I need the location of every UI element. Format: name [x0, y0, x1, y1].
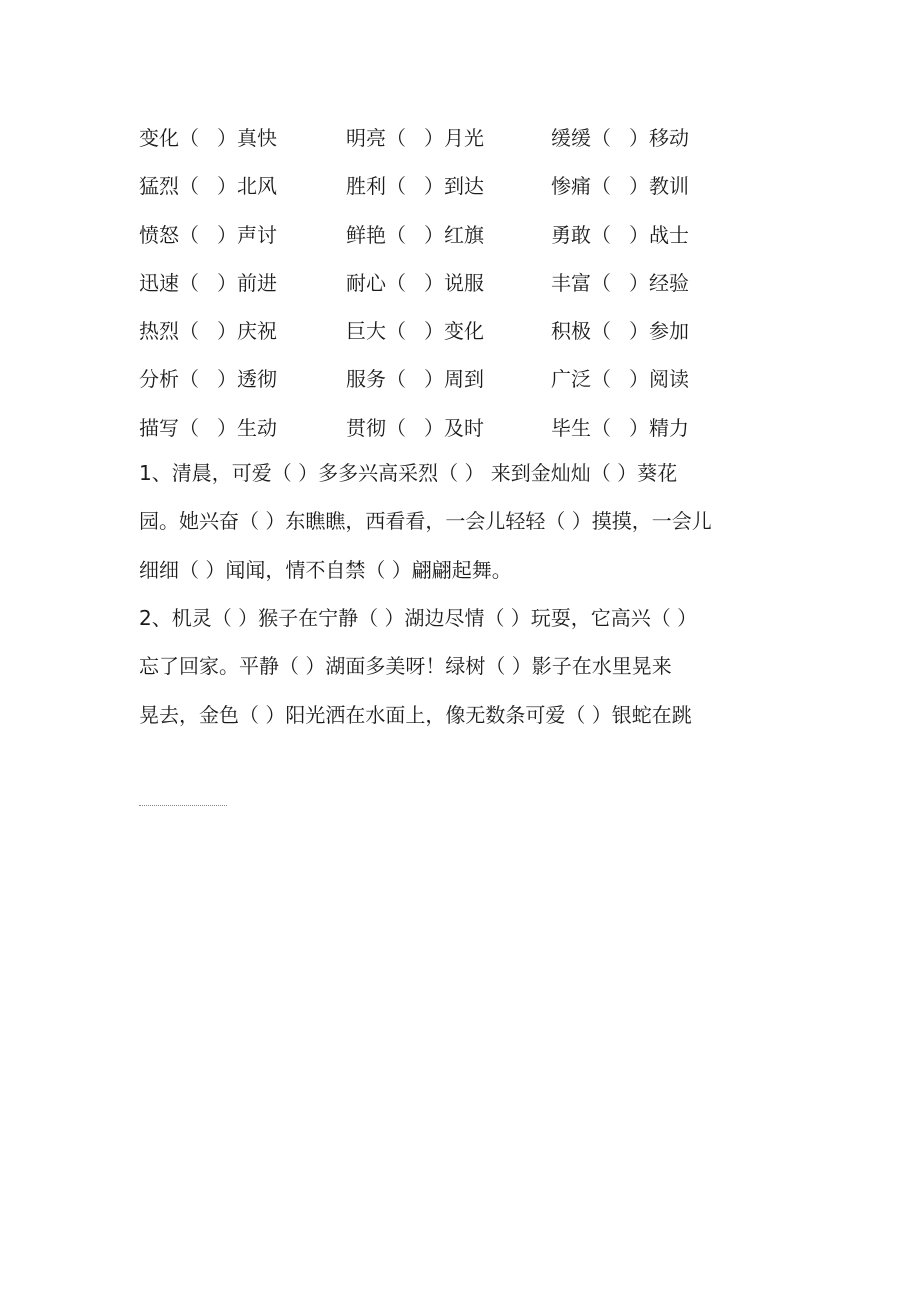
phrase-prefix: 巨大（ — [346, 319, 406, 344]
phrase-suffix: ）声讨 — [217, 222, 277, 247]
phrase-prefix: 猛烈（ — [139, 174, 199, 199]
phrase-suffix: ）阅读 — [629, 367, 689, 392]
phrase-row — [139, 211, 789, 259]
paragraph-1 — [139, 449, 799, 594]
phrase-prefix: 耐心（ — [346, 270, 406, 295]
phrase-suffix: ）生动 — [217, 415, 277, 440]
phrase-prefix: 勇敢（ — [551, 222, 611, 247]
phrase-row — [139, 114, 789, 162]
phrase-prefix: 热烈（ — [139, 319, 199, 344]
paragraph-line: 细细（ ）闻闻，情不自禁（ ）翩翩起舞。 — [139, 557, 512, 582]
phrase-cell — [551, 259, 689, 307]
phrase-cell — [139, 162, 277, 210]
phrase-prefix: 缓缓（ — [551, 126, 611, 150]
phrase-prefix: 贯彻（ — [346, 415, 406, 440]
phrase-cell — [139, 307, 277, 355]
phrase-suffix: ）周到 — [424, 367, 484, 392]
phrase-cell — [346, 307, 484, 355]
phrase-cell — [346, 211, 484, 259]
phrase-prefix: 变化（ — [139, 126, 199, 150]
phrase-suffix: ）到达 — [424, 174, 484, 199]
paragraph-line: 1、清晨，可爱（ ）多多兴高采烈（ ） 来到金灿灿（ ）葵花 — [139, 461, 678, 485]
phrase-suffix: ）经验 — [629, 270, 689, 295]
paragraph-line: 园。她兴奋（ ）东瞧瞧，西看看，一会儿轻轻（ ）摸摸，一会儿 — [139, 509, 712, 534]
phrase-suffix: ）真快 — [217, 126, 277, 150]
phrase-prefix: 鲜艳（ — [346, 222, 406, 247]
phrase-cell — [551, 307, 689, 355]
phrase-suffix: ）透彻 — [217, 367, 277, 392]
phrase-cell — [139, 114, 277, 162]
phrase-prefix: 明亮（ — [346, 126, 406, 150]
phrase-prefix: 愤怒（ — [139, 222, 199, 247]
phrase-prefix: 积极（ — [551, 319, 611, 344]
paragraph-line: 晃去，金色（ ）阳光洒在水面上，像无数条可爱（ ）银蛇在跳 — [139, 702, 692, 727]
phrase-prefix: 描写（ — [139, 415, 199, 440]
phrase-grid — [139, 114, 789, 452]
phrase-suffix: ）教训 — [629, 174, 689, 199]
phrase-prefix: 毕生（ — [551, 415, 611, 440]
phrase-row — [139, 355, 789, 403]
paragraph-line: 忘了回家。平静（ ）湖面多美呀！绿树（ ）影子在水里晃来 — [139, 654, 672, 679]
phrase-cell — [551, 355, 689, 403]
phrase-cell — [346, 404, 484, 452]
phrase-suffix: ）参加 — [629, 319, 689, 344]
phrase-suffix: ）说服 — [424, 270, 484, 295]
phrase-cell — [346, 114, 484, 162]
phrase-cell — [551, 114, 689, 162]
paragraph-line: 2、机灵（ ）猴子在宁静（ ）湖边尽情（ ）玩耍，它高兴（ ） — [139, 606, 698, 630]
phrase-prefix: 丰富（ — [551, 270, 611, 295]
phrase-cell — [551, 162, 689, 210]
phrase-row — [139, 259, 789, 307]
phrase-suffix: ）北风 — [217, 174, 277, 199]
phrase-suffix: ）庆祝 — [217, 319, 277, 344]
phrase-row — [139, 307, 789, 355]
phrase-prefix: 服务（ — [346, 367, 406, 392]
phrase-prefix: 广泛（ — [551, 367, 611, 392]
phrase-prefix: 分析（ — [139, 367, 199, 392]
footnote-divider — [139, 805, 227, 806]
phrase-suffix: ）精力 — [629, 415, 689, 440]
phrase-prefix: 迅速（ — [139, 270, 199, 295]
phrase-suffix: ）月光 — [424, 126, 484, 150]
phrase-suffix: ）红旗 — [424, 222, 484, 247]
phrase-cell — [346, 259, 484, 307]
paragraph-2 — [139, 594, 799, 739]
phrase-row — [139, 162, 789, 210]
phrase-cell — [551, 211, 689, 259]
phrase-cell — [551, 404, 689, 452]
phrase-prefix: 胜利（ — [346, 174, 406, 199]
phrase-suffix: ）战士 — [629, 222, 689, 247]
phrase-suffix: ）变化 — [424, 319, 484, 344]
phrase-row — [139, 404, 789, 452]
phrase-suffix: ）及时 — [424, 415, 484, 440]
phrase-prefix: 惨痛（ — [551, 174, 611, 199]
phrase-suffix: ）前进 — [217, 270, 277, 295]
phrase-cell — [346, 355, 484, 403]
phrase-suffix: ）移动 — [629, 126, 689, 150]
phrase-cell — [139, 259, 277, 307]
phrase-cell — [346, 162, 484, 210]
phrase-cell — [139, 211, 277, 259]
phrase-cell — [139, 355, 277, 403]
phrase-cell — [139, 404, 277, 452]
